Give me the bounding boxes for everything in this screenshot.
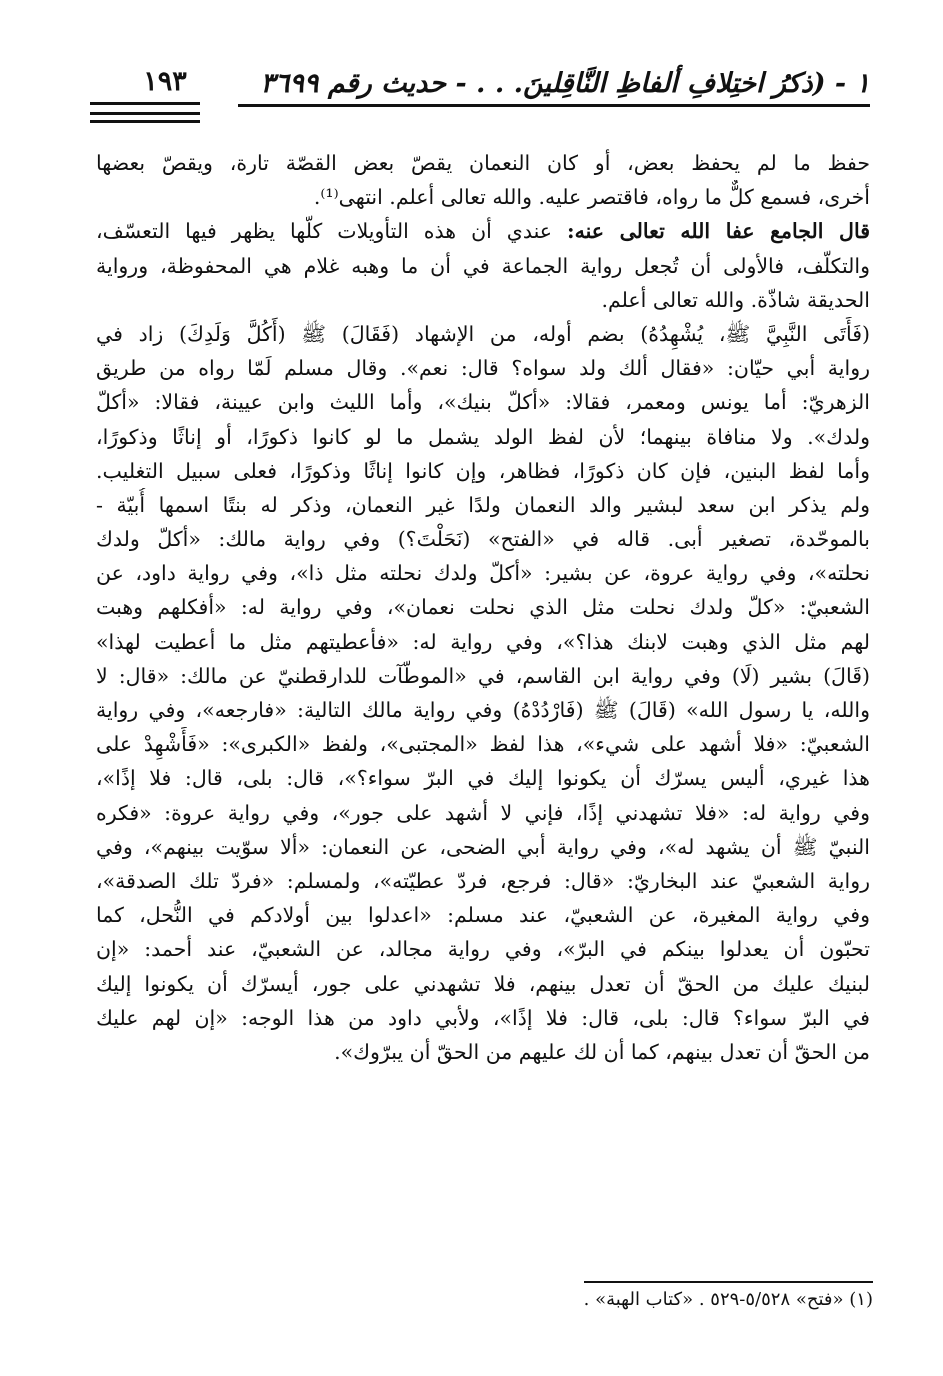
page-number-rule-top xyxy=(90,102,200,105)
text-line: أخرى، فسمع كلٌّ ما رواه، فاقتصر عليه. والله تعالى أعلم. انتهى⁽¹⁾. xyxy=(313,185,870,210)
text-line: هذا غيري، أليس يسرّك أن يكونوا إليك في البرّ سواء؟»، قال: بلى، قال: فلا إذًا»، xyxy=(96,766,870,791)
text-line: حفظ ما لم يحفظ بعض، أو كان النعمان يقصّ بعض القصّة تارة، ويقصّ بعضها xyxy=(96,151,870,175)
page-number: ١٩٣ xyxy=(143,66,187,97)
text-line: لهم مثل الذي وهبت لابنك هذا؟»، وفي رواية له: «فأعطيتهم مثل ما أعطيت لهذا» xyxy=(96,629,870,654)
text-line: الشعبيّ: «فلا أشهد على شيء»، هذا لفظ «المجتبى»، ولفظ «الكبرى»: «فَأَشْهِدْ على xyxy=(96,732,870,757)
text-line: وفي رواية المغيرة، عن الشعبيّ، عند مسلم: «اعدلوا بين أولادكم في النُّحل، كما xyxy=(96,903,870,928)
header-rule xyxy=(238,104,870,107)
text-line: قال الجامع عفا الله تعالى عنه: عندي أن هذه التأويلات كلّها يظهر فيها التعسّف، xyxy=(96,219,870,244)
text-line: تحبّون أن يعدلوا بينكم في البرّ»، وفي رواية مجالد، عن الشعبيّ، عند أحمد: «إن xyxy=(96,937,870,962)
page-number-rule-bottom xyxy=(90,120,200,123)
running-header xyxy=(90,62,870,106)
lead-in-bold: قال الجامع عفا الله تعالى عنه: xyxy=(567,219,870,244)
text-line: لبنيك عليك من الحقّ أن تعدل بينهم، فلا تشهدني على جور، أيسرّك أن يكونوا إليك xyxy=(96,971,870,996)
text-line: والتكلّف، فالأولى أن تُجعل رواية الجماعة في أن ما وهبه غلام هي المحفوظة، ورواية xyxy=(96,253,870,278)
text-line: الحديقة شاذّة. والله تعالى أعلم. xyxy=(601,287,870,312)
text-line: الزهريّ: أما يونس ومعمر، فقالا: «أكلّ بنيك»، وأما الليث وابن عيينة، فقالا: «أكلّ xyxy=(96,390,870,415)
text-line: رواية الشعبيّ عند البخاريّ: «قال: فرجع، فردّ عطيّته»، ولمسلم: «فردّ تلك الصدقة»، xyxy=(96,868,870,893)
text-line: رواية أبي حيّان: «فقال ألك ولد سواه؟ قال: نعم». وقال مسلم لَمّا رواه من طريق xyxy=(96,356,870,381)
text-line: (قَالَ) بشير (لَا) وفي رواية ابن القاسم، في «الموطّآت للدارقطنيّ عن مالك: «قال: لا xyxy=(96,663,870,688)
text-line: والله، يا رسول الله» (قَالَ) ﷺ (فَارْدُدْهُ) وفي رواية مالك التالية: «فارجعه»، وفي رواية xyxy=(96,698,870,722)
text-line: وفي رواية له: «فلا تشهدني إذًا، فإني لا أشهد على جور»، وفي رواية عروة: «فكره xyxy=(96,800,870,825)
main-text xyxy=(96,146,870,1069)
text-line: في البرّ سواء؟ قال: بلى، قال: فلا إذًا»، ولأبي داود من هذا الوجه: «إن لهم عليك xyxy=(96,1005,870,1030)
footnote: (١) «فتح» ٥/٥٢٨-٥٢٩ . «كتاب الهبة» . xyxy=(583,1289,873,1310)
text-line: النبيّ ﷺ أن يشهد له»، وفي رواية أبي الضحى، عن النعمان: «ألا سوّيت بينهم»، وفي xyxy=(96,834,870,859)
header-title: ١ - (ذكرُ اختِلافِ ألفاظِ النَّاقِلينَ. . . - حديث رقم ٣٦٩٩ xyxy=(260,68,870,99)
page-number-rule-mid xyxy=(90,112,200,115)
text-line: من الحقّ أن تعدل بينهم، كما أن لك عليهم من الحقّ أن يبرّوك». xyxy=(334,1039,870,1064)
footnote-separator xyxy=(584,1281,873,1283)
text-line: ولم يذكر ابن سعد لبشير والد النعمان ولدًا غير النعمان، وذكر له بنتًا اسمها أُبيّة - xyxy=(96,492,870,517)
text-line: الشعبيّ: «كلّ ولدك نحلت مثل الذي نحلت نعمان»، وفي رواية له: «أفكلهم وهبت xyxy=(96,595,870,620)
text-line: وأما لفظ البنين، فإن كان ذكورًا، فظاهر، وإن كانوا إناثًا وذكورًا، فعلى سبيل التغليب. xyxy=(96,458,870,483)
text-line: بالموحّدة، تصغير أبى. قاله في «الفتح» (نَحَلْتَ؟) وفي رواية مالك: «أكلّ ولدك xyxy=(96,527,870,552)
text-line: ولدك». ولا منافاة بينهما؛ لأن لفظ الولد يشمل ما لو كانوا ذكورًا، أو إناثًا وذكورًا، xyxy=(96,424,870,449)
text-line: نحلته»، وفي رواية عروة، عن بشير: «أكلّ ولدك نحلته مثل ذا»، وفي رواية داود، عن xyxy=(96,561,870,586)
text-line: (فَأَتَى النَّبِيَّ ﷺ، يُشْهِدُهُ) بضم أوله، من الإشهاد (فَقَالَ) ﷺ (أَكُلَّ وَلَدِكَ) زاد في xyxy=(96,321,870,346)
